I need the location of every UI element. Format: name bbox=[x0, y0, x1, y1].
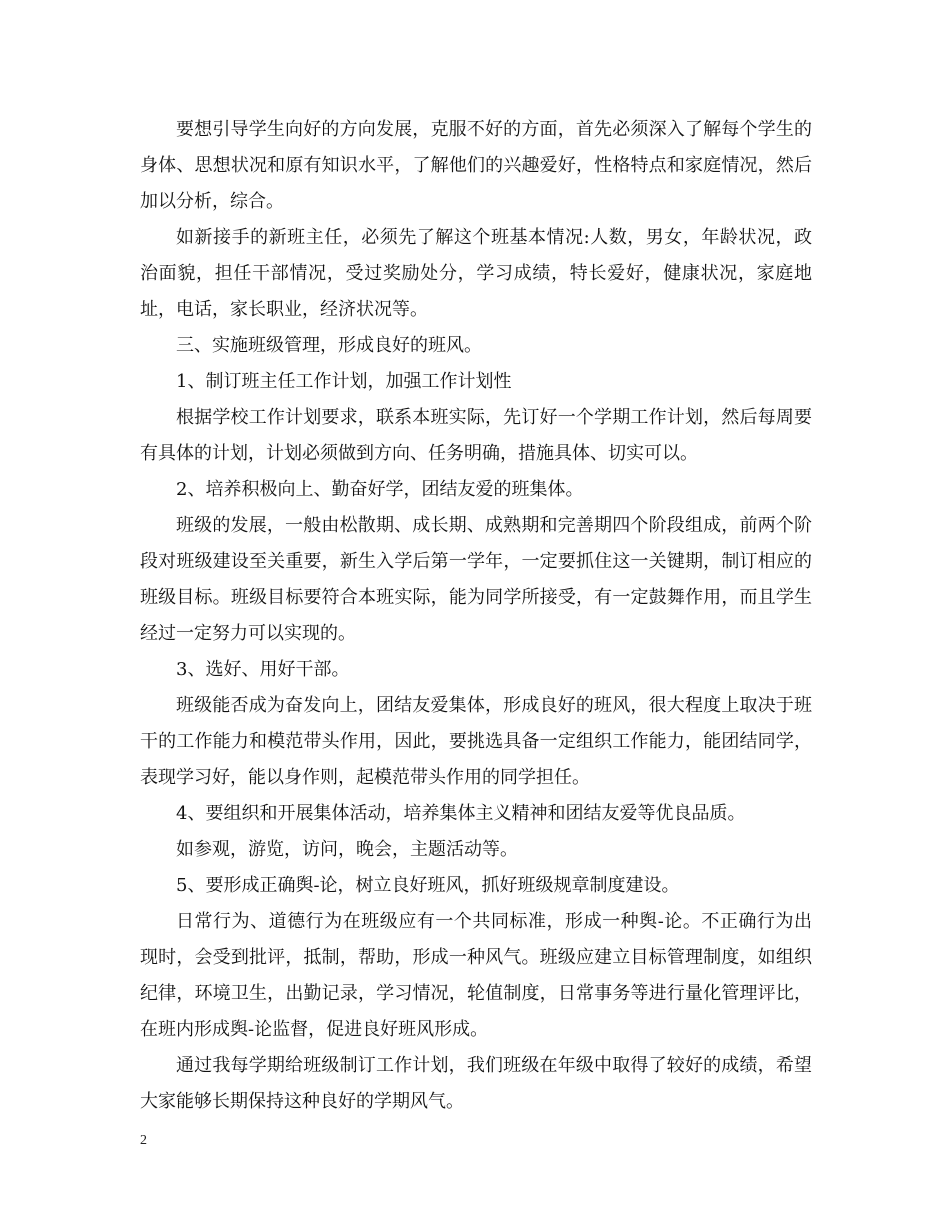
page-number: 2 bbox=[140, 1133, 147, 1148]
subheading: 5、要形成正确舆-论，树立良好班风，抓好班级规章制度建设。 bbox=[176, 875, 680, 896]
paragraph: 班级的发展，一般由松散期、成长期、成熟期和完善期四个阶段组成，前两个阶段对班级建设至关重要，新生入学后第一学年，一定要抓住这一关键期，制订相应的班级目标。班级目标要符合本班实际，能为同学所接受，有一定鼓舞作用，而且学生经过一定努力可以实现的。 bbox=[140, 515, 812, 644]
subheading: 3、选好、用好干部。 bbox=[176, 659, 350, 680]
subheading: 4、要组织和开展集体活动，培养集体主义精神和团结友爱等优良品质。 bbox=[176, 803, 746, 824]
document-body bbox=[140, 112, 812, 1120]
section-heading: 三、实施班级管理，形成良好的班风。 bbox=[176, 335, 482, 356]
subheading: 2、培养积极向上、勤奋好学，团结友爱的班集体。 bbox=[176, 479, 584, 500]
paragraph: 如参观，游览，访问，晚会，主题活动等。 bbox=[176, 839, 518, 860]
subheading: 1、制订班主任工作计划，加强工作计划性 bbox=[176, 371, 512, 392]
paragraph: 通过我每学期给班级制订工作计划，我们班级在年级中取得了较好的成绩，希望大家能够长期保持这种良好的学期风气。 bbox=[140, 1055, 812, 1112]
paragraph: 根据学校工作计划要求，联系本班实际，先订好一个学期工作计划，然后每周要有具体的计划，计划必须做到方向、任务明确，措施具体、切实可以。 bbox=[140, 407, 812, 464]
paragraph: 如新接手的新班主任，必须先了解这个班基本情况:人数，男女，年龄状况，政治面貌，担任干部情况，受过奖励处分，学习成绩，特长爱好，健康状况，家庭地址，电话，家长职业，经济状况等。 bbox=[140, 227, 812, 320]
paragraph: 日常行为、道德行为在班级应有一个共同标准，形成一种舆-论。不正确行为出现时，会受到批评，抵制，帮助，形成一种风气。班级应建立目标管理制度，如组织纪律，环境卫生，出勤记录，学习情况，轮值制度，日常事务等进行量化管理评比，在班内形成舆-论监督，促进良好班风形成。 bbox=[140, 911, 812, 1040]
paragraph: 班级能否成为奋发向上，团结友爱集体，形成良好的班风，很大程度上取决于班干的工作能力和模范带头作用，因此，要挑选具备一定组织工作能力，能团结同学，表现学习好，能以身作则，起模范带头作用的同学担任。 bbox=[140, 695, 812, 788]
paragraph: 要想引导学生向好的方向发展，克服不好的方面，首先必须深入了解每个学生的身体、思想状况和原有知识水平，了解他们的兴趣爱好，性格特点和家庭情况，然后加以分析，综合。 bbox=[140, 119, 812, 212]
